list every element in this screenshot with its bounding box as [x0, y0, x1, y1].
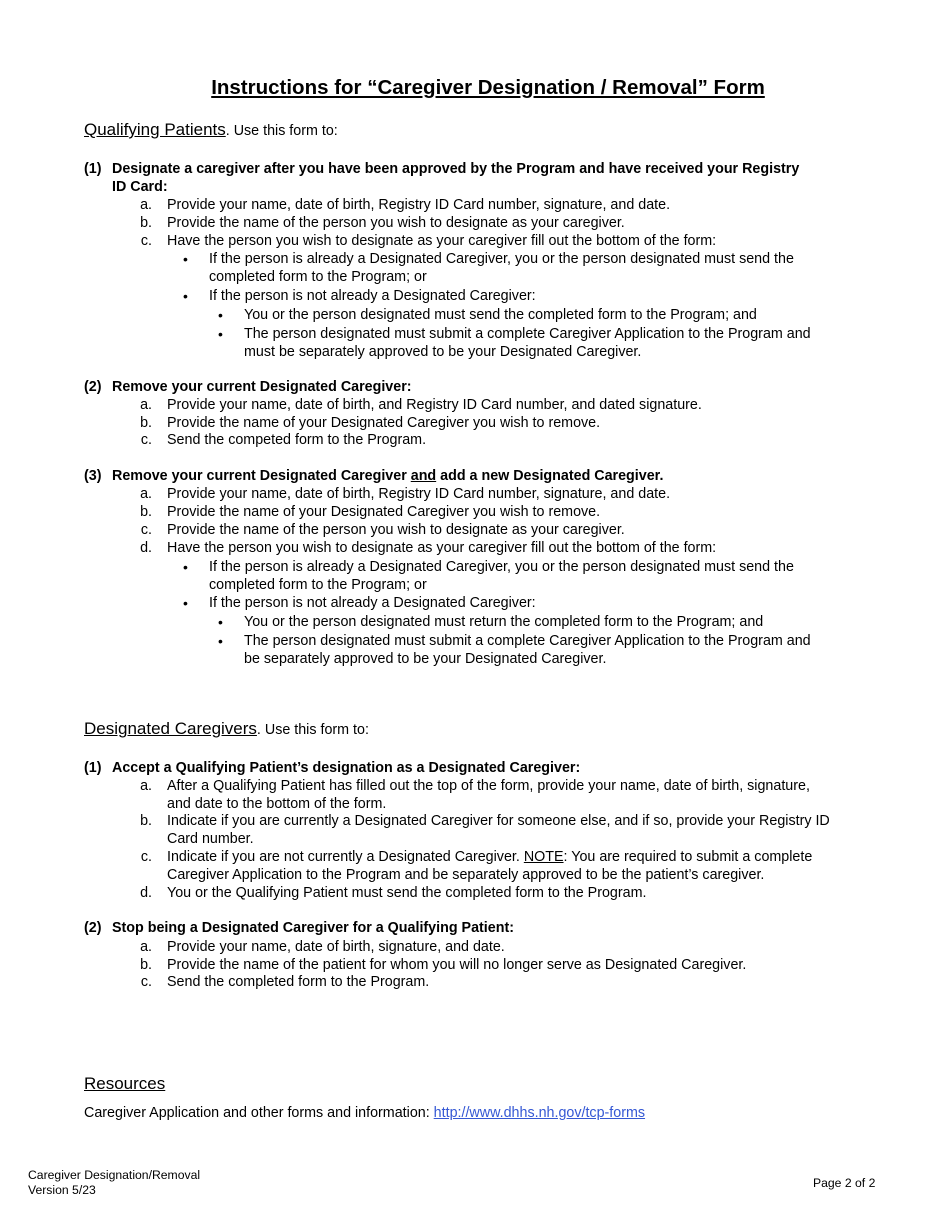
bullet-item: If the person is not already a Designated Caregiver:	[209, 595, 536, 611]
list-item: Provide the name of the person you wish to designate as your caregiver.	[167, 215, 625, 231]
bullet-item: If the person is not already a Designated Caregiver:	[209, 288, 536, 304]
list-item: Provide the name of the person you wish to designate as your caregiver.	[167, 522, 625, 538]
list-item: Provide your name, date of birth, signature, and date.	[167, 939, 505, 955]
list-letter: b.	[140, 504, 152, 520]
list-letter: b.	[140, 813, 152, 829]
item-number: (1)	[84, 161, 102, 177]
list-letter: c.	[140, 974, 152, 990]
sub-bullet-item: The person designated must submit a complete Caregiver Application to the Program and	[244, 633, 811, 649]
list-item: Provide your name, date of birth, and Registry ID Card number, and dated signature.	[167, 397, 702, 413]
resources-link[interactable]: http://www.dhhs.nh.gov/tcp-forms	[433, 1105, 646, 1121]
item-number: (2)	[84, 379, 102, 395]
list-letter: c.	[140, 432, 152, 448]
section-designated-caregivers	[84, 719, 369, 739]
list-item: Provide the name of your Designated Caregiver you wish to remove.	[167, 415, 601, 431]
item-heading: Stop being a Designated Caregiver for a Qualifying Patient:	[112, 920, 514, 936]
list-letter: c.	[140, 849, 152, 865]
list-letter: b.	[140, 415, 152, 431]
list-letter: a.	[140, 197, 152, 213]
section-intro: . Use this form to:	[225, 123, 338, 139]
item-heading-cont: ID Card:	[112, 179, 168, 195]
list-item: Have the person you wish to designate as your caregiver fill out the bottom of the form:	[167, 233, 717, 249]
list-item: Provide the name of the patient for whom you will no longer serve as Designated Caregiver.	[167, 957, 747, 973]
bullet-icon: •	[183, 251, 188, 267]
sub-bullet-item: You or the person designated must send the completed form to the Program; and	[244, 307, 757, 323]
bullet-item: If the person is already a Designated Caregiver, you or the person designated must send the	[209, 251, 794, 267]
sub-bullet-item-cont: must be separately approved to be your Designated Caregiver.	[244, 344, 642, 360]
footer-form-info	[28, 1168, 200, 1198]
list-letter: c.	[140, 522, 152, 538]
bullet-icon: •	[218, 307, 223, 323]
list-item-cont: and date to the bottom of the form.	[167, 796, 387, 812]
footer-page-number: Page 2 of 2	[813, 1176, 876, 1190]
bullet-icon: •	[218, 633, 223, 649]
section-heading: Designated Caregivers	[84, 719, 257, 738]
list-item: You or the Qualifying Patient must send the completed form to the Program.	[167, 885, 647, 901]
item-heading: Remove your current Designated Caregiver:	[112, 379, 412, 395]
list-letter: a.	[140, 397, 152, 413]
list-item: Send the competed form to the Program.	[167, 432, 427, 448]
resources-text: Caregiver Application and other forms and information: http://www.dhhs.nh.gov/tcp-forms	[84, 1105, 646, 1121]
bullet-icon: •	[183, 288, 188, 304]
list-item: Indicate if you are currently a Designated Caregiver for someone else, and if so, provide your Registry ID	[167, 813, 830, 829]
list-letter: b.	[140, 957, 152, 973]
section-resources	[84, 1074, 165, 1094]
bullet-item-cont: completed form to the Program; or	[209, 269, 427, 285]
list-letter: b.	[140, 215, 152, 231]
item-heading: Accept a Qualifying Patient’s designation as a Designated Caregiver:	[112, 760, 581, 776]
sub-bullet-item-cont: be separately approved to be your Designated Caregiver.	[244, 651, 607, 667]
bullet-item: If the person is already a Designated Caregiver, you or the person designated must send the	[209, 559, 794, 575]
section-heading: Resources	[84, 1074, 166, 1093]
sub-bullet-item: You or the person designated must return the completed form to the Program; and	[244, 614, 764, 630]
list-letter: d.	[140, 540, 152, 556]
sub-bullet-item: The person designated must submit a complete Caregiver Application to the Program and	[244, 326, 811, 342]
item-heading: Remove your current Designated Caregiver and add a new Designated Caregiver.	[112, 468, 664, 484]
bullet-icon: •	[183, 595, 188, 611]
item-heading: Designate a caregiver after you have been approved by the Program and have received your Registry	[112, 161, 800, 177]
item-number: (3)	[84, 468, 102, 484]
list-item: Provide your name, date of birth, Registry ID Card number, signature, and date.	[167, 197, 671, 213]
list-item: Provide the name of your Designated Caregiver you wish to remove.	[167, 504, 601, 520]
list-item: Have the person you wish to designate as your caregiver fill out the bottom of the form:	[167, 540, 717, 556]
footer-form-name: Caregiver Designation/Removal	[28, 1168, 201, 1182]
section-heading: Qualifying Patients	[84, 120, 226, 139]
list-item: After a Qualifying Patient has filled out the top of the form, provide your name, date of birth, signature,	[167, 778, 810, 794]
list-letter: a.	[140, 486, 152, 502]
item-number: (2)	[84, 920, 102, 936]
list-item-cont: Caregiver Application to the Program and be separately approved to be the patient’s caregiver.	[167, 867, 765, 883]
bullet-icon: •	[218, 326, 223, 342]
bullet-icon: •	[183, 559, 188, 575]
list-letter: c.	[140, 233, 152, 249]
list-letter: a.	[140, 778, 152, 794]
page-title: Instructions for “Caregiver Designation / Removal” Form	[211, 76, 765, 99]
list-letter: a.	[140, 939, 152, 955]
bullet-icon: •	[218, 614, 223, 630]
bullet-item-cont: completed form to the Program; or	[209, 577, 427, 593]
list-item: Indicate if you are not currently a Designated Caregiver. NOTE: You are required to submit a complete	[167, 849, 813, 865]
list-item: Provide your name, date of birth, Registry ID Card number, signature, and date.	[167, 486, 671, 502]
section-intro: . Use this form to:	[256, 722, 369, 738]
item-number: (1)	[84, 760, 102, 776]
list-item: Send the completed form to the Program.	[167, 974, 430, 990]
list-letter: d.	[140, 885, 152, 901]
footer-version: Version 5/23	[28, 1183, 96, 1197]
list-item-cont: Card number.	[167, 831, 254, 847]
section-qualifying-patients	[84, 120, 338, 140]
